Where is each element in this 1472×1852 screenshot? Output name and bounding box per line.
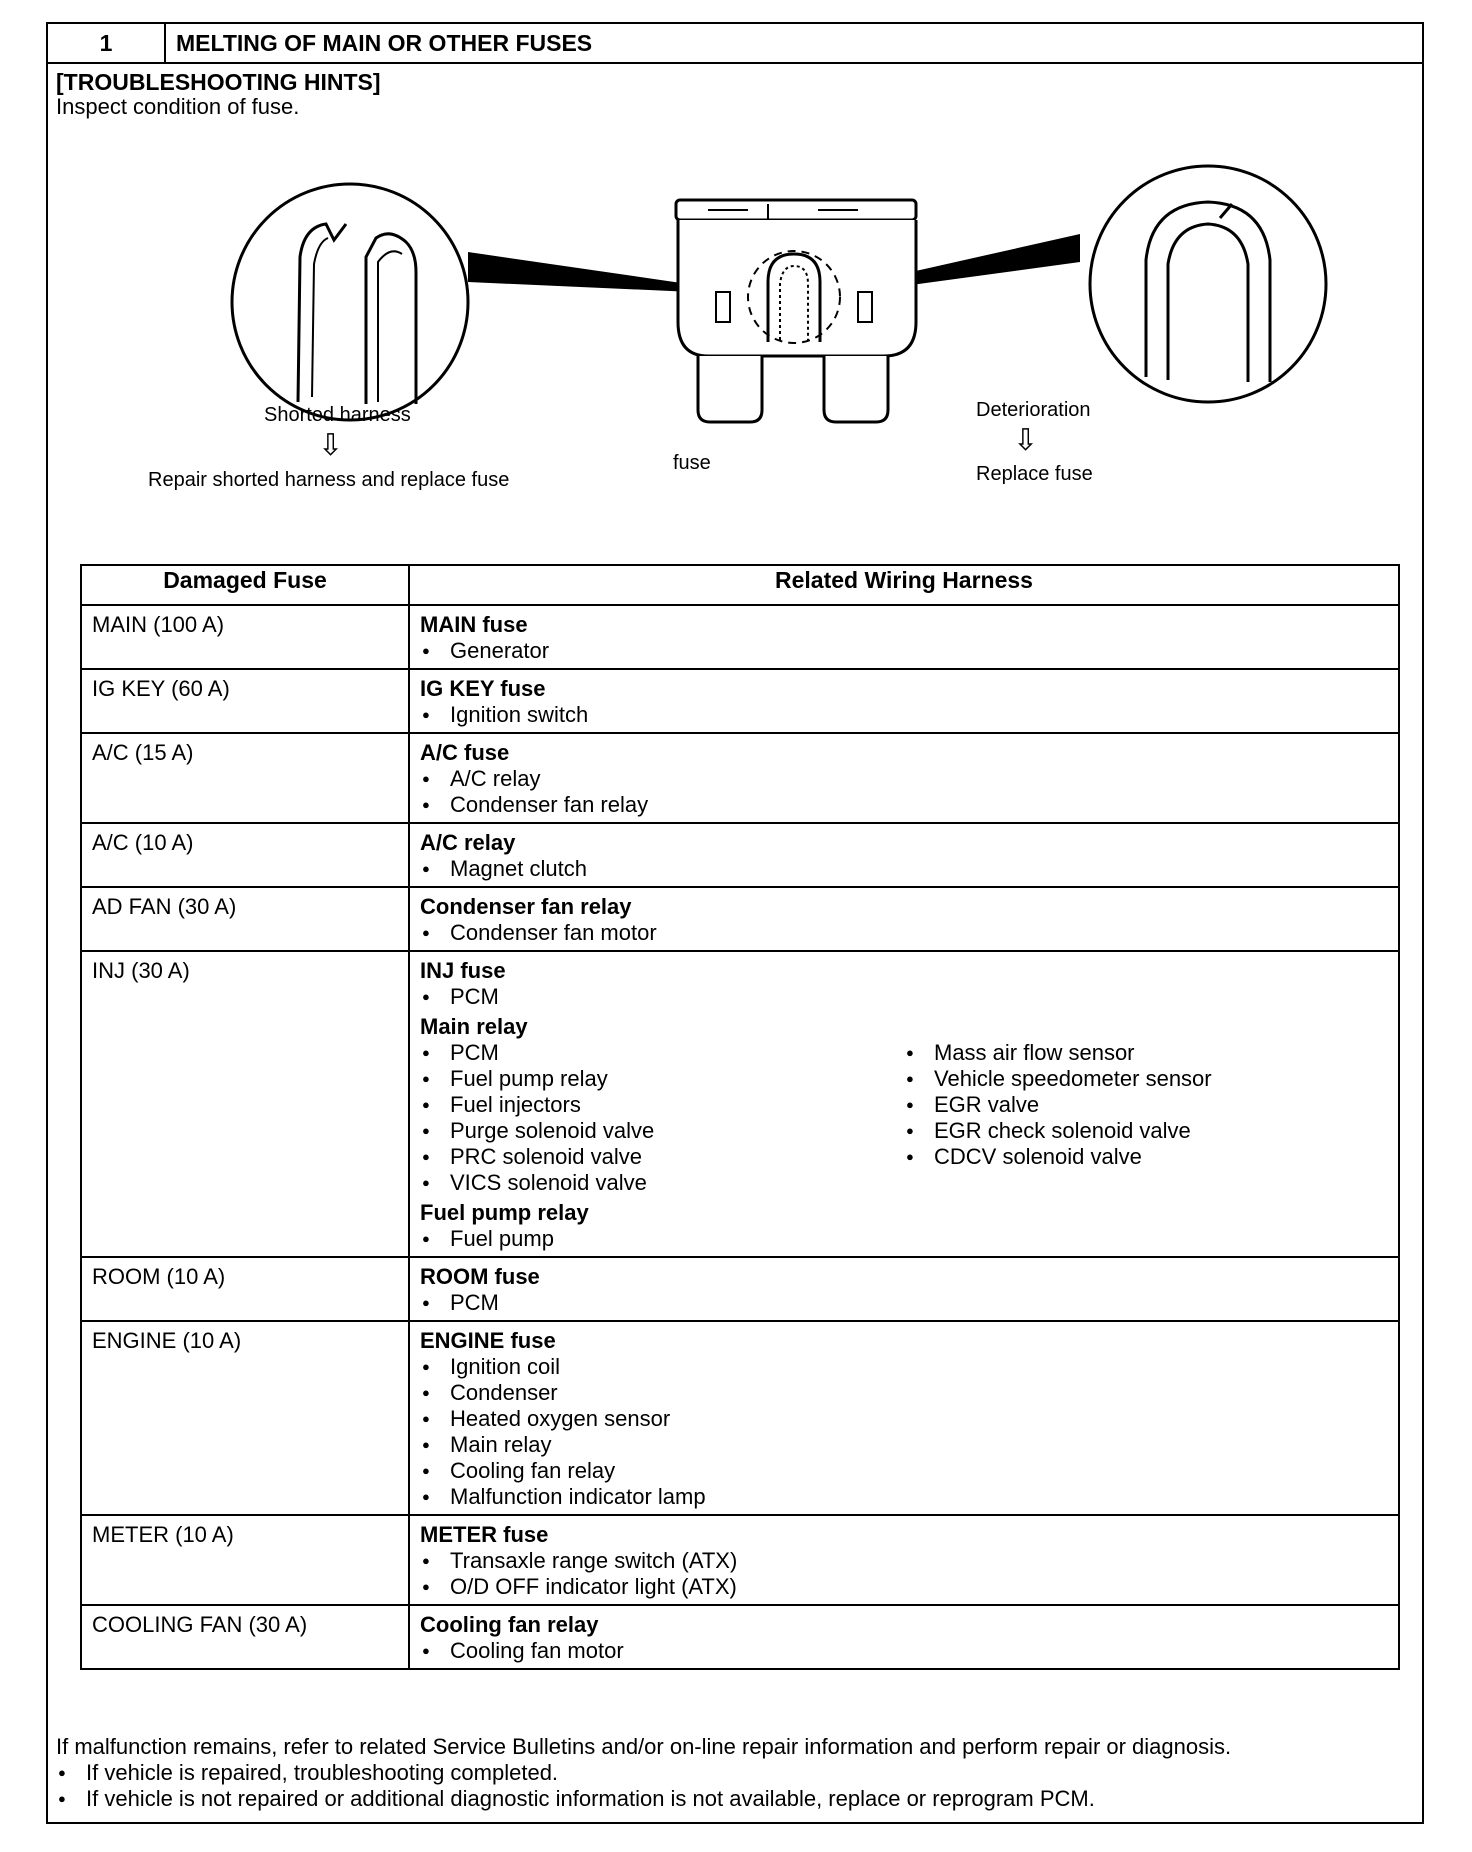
harness-item: ● O/D OFF indicator light (ATX) bbox=[420, 1574, 1388, 1600]
harness-item: ● Vehicle speedometer sensor bbox=[904, 1066, 1388, 1092]
damaged-fuse-cell: A/C (10 A) bbox=[81, 823, 409, 887]
harness-item: ● Fuel pump relay bbox=[420, 1066, 904, 1092]
hints-heading: [TROUBLESHOOTING HINTS] bbox=[56, 69, 381, 95]
harness-item: ● A/C relay bbox=[420, 766, 1388, 792]
step-header bbox=[48, 24, 1422, 64]
harness-item: ● Condenser fan relay bbox=[420, 792, 1388, 818]
harness-item: ● EGR check solenoid valve bbox=[904, 1118, 1388, 1144]
footer-text: If malfunction remains, refer to related Service Bulletins and/or on-line repair information and perform repair or diagnosis. bbox=[56, 1734, 1232, 1759]
down-arrow-icon: ⇩ bbox=[318, 429, 344, 462]
harness-group-title: INJ fuse bbox=[420, 958, 506, 983]
harness-group-title: A/C relay bbox=[420, 830, 516, 855]
harness-group-title: IG KEY fuse bbox=[420, 676, 546, 701]
repair-action-label: Repair shorted harness and replace fuse bbox=[148, 469, 510, 491]
related-harness-cell bbox=[409, 605, 1399, 669]
harness-item: ● Fuel injectors bbox=[420, 1092, 904, 1118]
footer-bullet: ● If vehicle is repaired, troubleshooting completed. bbox=[56, 1760, 1231, 1786]
damaged-fuse-cell: A/C (15 A) bbox=[81, 733, 409, 823]
column-header-related-harness: Related Wiring Harness bbox=[409, 565, 1399, 605]
hints-text: Inspect condition of fuse. bbox=[56, 94, 300, 119]
damaged-fuse-cell: ENGINE (10 A) bbox=[81, 1321, 409, 1515]
harness-item: ● Cooling fan motor bbox=[420, 1638, 1388, 1664]
damaged-fuse-cell: METER (10 A) bbox=[81, 1515, 409, 1605]
harness-item: ● Ignition switch bbox=[420, 702, 1388, 728]
fuse-table bbox=[80, 564, 1400, 1670]
harness-group-title: Condenser fan relay bbox=[420, 894, 632, 919]
damaged-fuse-cell: ROOM (10 A) bbox=[81, 1257, 409, 1321]
harness-item: ● PCM bbox=[420, 1040, 904, 1066]
down-arrow-icon: ⇩ bbox=[1013, 424, 1039, 457]
harness-item: ● PCM bbox=[420, 984, 1388, 1010]
procedure-frame bbox=[46, 22, 1424, 1824]
table-row bbox=[81, 823, 1399, 887]
replace-fuse-label: Replace fuse bbox=[976, 463, 1093, 485]
harness-group-title: ENGINE fuse bbox=[420, 1328, 556, 1353]
table-row bbox=[81, 1605, 1399, 1669]
harness-group-title: METER fuse bbox=[420, 1522, 549, 1547]
table-row bbox=[81, 669, 1399, 733]
harness-item: ● CDCV solenoid valve bbox=[904, 1144, 1388, 1170]
harness-item: ● PCM bbox=[420, 1290, 1388, 1316]
damaged-fuse-cell: COOLING FAN (30 A) bbox=[81, 1605, 409, 1669]
harness-item: ● Magnet clutch bbox=[420, 856, 1388, 882]
deterioration-label: Deterioration bbox=[976, 399, 1091, 421]
related-harness-cell bbox=[409, 1257, 1399, 1321]
related-harness-cell bbox=[409, 1605, 1399, 1669]
harness-item: ● Malfunction indicator lamp bbox=[420, 1484, 1388, 1510]
related-harness-cell bbox=[409, 823, 1399, 887]
table-row bbox=[81, 605, 1399, 669]
harness-group-title: Cooling fan relay bbox=[420, 1612, 599, 1637]
step-number: 1 bbox=[48, 24, 166, 62]
damaged-fuse-cell: IG KEY (60 A) bbox=[81, 669, 409, 733]
damaged-fuse-cell: INJ (30 A) bbox=[81, 951, 409, 1257]
harness-item: ● VICS solenoid valve bbox=[420, 1170, 904, 1196]
fuse-illustration bbox=[168, 142, 1368, 580]
related-harness-cell bbox=[409, 1321, 1399, 1515]
harness-item: ● Mass air flow sensor bbox=[904, 1040, 1388, 1066]
harness-item: ● Fuel pump bbox=[420, 1226, 1388, 1252]
harness-item: ● Condenser fan motor bbox=[420, 920, 1388, 946]
related-harness-cell bbox=[409, 669, 1399, 733]
harness-group-title: Main relay bbox=[420, 1014, 528, 1039]
related-harness-cell bbox=[409, 733, 1399, 823]
harness-group-title: Fuel pump relay bbox=[420, 1200, 589, 1225]
harness-item: ● EGR valve bbox=[904, 1092, 1388, 1118]
related-harness-cell bbox=[409, 951, 1399, 1257]
table-row bbox=[81, 887, 1399, 951]
harness-item: ● Main relay bbox=[420, 1432, 1388, 1458]
related-harness-cell bbox=[409, 1515, 1399, 1605]
harness-item: ● Heated oxygen sensor bbox=[420, 1406, 1388, 1432]
harness-item: ● Condenser bbox=[420, 1380, 1388, 1406]
harness-item: ● Transaxle range switch (ATX) bbox=[420, 1548, 1388, 1574]
table-row bbox=[81, 1515, 1399, 1605]
footer-bullet: ● If vehicle is not repaired or additional diagnostic information is not available, replace or reprogram PCM. bbox=[56, 1786, 1231, 1812]
harness-group-title: MAIN fuse bbox=[420, 612, 528, 637]
harness-item: ● Cooling fan relay bbox=[420, 1458, 1388, 1484]
column-header-damaged-fuse: Damaged Fuse bbox=[81, 565, 409, 605]
table-row bbox=[81, 1321, 1399, 1515]
footer-instructions bbox=[56, 1734, 1231, 1812]
harness-group-title: ROOM fuse bbox=[420, 1264, 540, 1289]
damaged-fuse-cell: MAIN (100 A) bbox=[81, 605, 409, 669]
related-harness-cell bbox=[409, 887, 1399, 951]
shorted-harness-label: Shorted harness bbox=[264, 404, 411, 426]
fuse-label: fuse bbox=[673, 452, 711, 474]
harness-item: ● PRC solenoid valve bbox=[420, 1144, 904, 1170]
table-row bbox=[81, 733, 1399, 823]
table-header-row bbox=[81, 565, 1399, 605]
damaged-fuse-cell: AD FAN (30 A) bbox=[81, 887, 409, 951]
step-title: MELTING OF MAIN OR OTHER FUSES bbox=[176, 30, 593, 56]
harness-item: ● Generator bbox=[420, 638, 1388, 664]
table-row bbox=[81, 1257, 1399, 1321]
harness-group-title: A/C fuse bbox=[420, 740, 510, 765]
harness-item: ● Ignition coil bbox=[420, 1354, 1388, 1380]
harness-item: ● Purge solenoid valve bbox=[420, 1118, 904, 1144]
table-row bbox=[81, 951, 1399, 1257]
